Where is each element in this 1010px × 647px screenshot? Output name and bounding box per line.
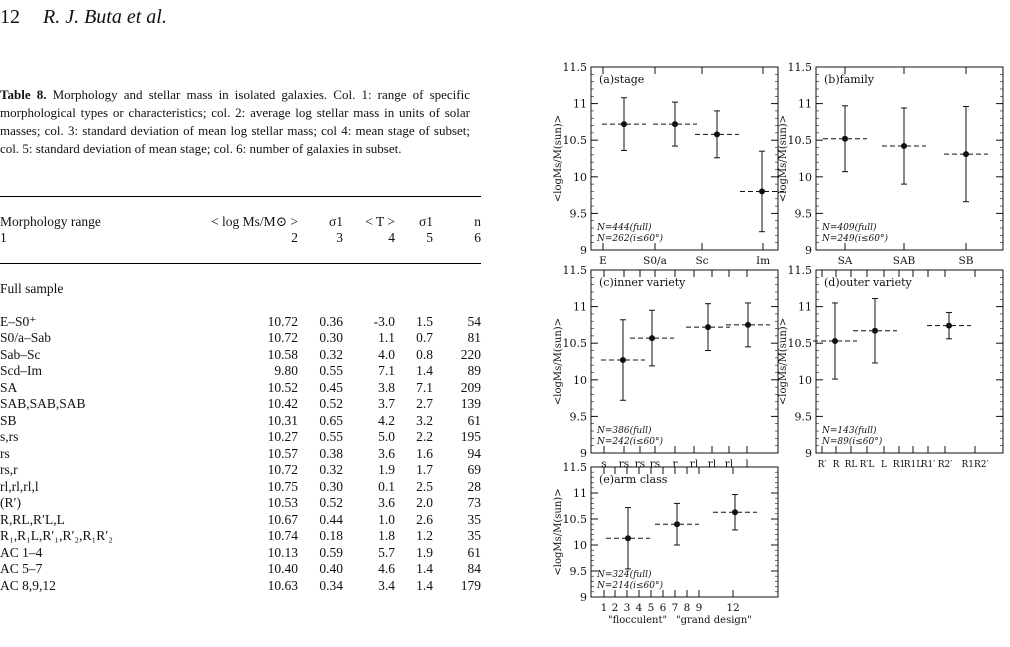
col-header: < T > — [365, 213, 395, 229]
value-cell: 84 — [467, 561, 481, 576]
page-number: 12 — [0, 6, 20, 28]
data-point — [963, 151, 969, 157]
y-tick-label: 9.5 — [794, 410, 812, 424]
value-cell: 81 — [467, 330, 481, 345]
value-cell: -3.0 — [373, 313, 395, 329]
x-tick-label: R1′ — [920, 460, 936, 470]
y-tick-label: 11 — [573, 97, 587, 111]
x-tick-label: rl — [724, 458, 734, 470]
y-tick-label: 10 — [573, 170, 587, 184]
value-cell: 10.42 — [267, 396, 298, 411]
data-point — [901, 143, 907, 149]
data-point — [872, 328, 878, 334]
x-tick-label: l — [745, 458, 749, 470]
value-cell: 89 — [467, 363, 481, 378]
x-tick-label: SA — [837, 255, 853, 267]
y-tick-label: 10.5 — [787, 337, 812, 351]
y-tick-label: 11.5 — [787, 264, 812, 277]
x-caption: "flocculent" — [608, 615, 668, 626]
y-tick-label: 10 — [573, 539, 587, 552]
sample-count-label: N=324(full) — [597, 570, 652, 580]
value-cell: 179 — [460, 577, 481, 593]
value-cell: 10.72 — [267, 313, 298, 329]
value-cell: 0.59 — [319, 544, 343, 560]
x-tick-label: 9 — [695, 602, 703, 614]
value-cell: 3.6 — [378, 445, 395, 461]
value-cell: 10.13 — [267, 544, 298, 560]
value-cell: 10.67 — [267, 511, 298, 527]
panel-title: (d)outer variety — [824, 276, 912, 289]
morphology-cell: AC 1–4 — [0, 544, 43, 560]
value-cell: 69 — [467, 462, 481, 477]
y-tick-label: 9 — [580, 591, 587, 604]
value-cell: 0.36 — [319, 313, 343, 329]
x-tick-label: E — [599, 255, 607, 267]
value-cell: 2.6 — [416, 511, 433, 527]
value-cell: 1.6 — [416, 445, 433, 461]
x-tick-label: R2′ — [937, 460, 953, 470]
x-tick-label: Im — [755, 255, 771, 267]
x-tick-label: 12 — [726, 602, 740, 614]
morphology-cell: SAB,SAB,SAB — [0, 396, 86, 411]
value-cell: 10.31 — [267, 412, 298, 428]
x-tick-label: SB — [958, 255, 974, 267]
figure-panel — [553, 264, 778, 470]
morphology-cell: (R′) — [0, 495, 21, 510]
x-tick-label: S0/a — [643, 255, 667, 267]
data-point — [674, 521, 680, 527]
value-cell: 5.7 — [378, 544, 395, 560]
panel-title: (c)inner variety — [599, 276, 686, 289]
x-tick-label: 4 — [635, 602, 643, 614]
data-point — [732, 509, 738, 515]
panel-title: (e)arm class — [599, 473, 668, 486]
data-point — [832, 338, 838, 344]
data-point — [649, 335, 655, 341]
col-number: 6 — [474, 230, 481, 245]
y-tick-label: 9 — [580, 244, 587, 257]
figure-panel — [553, 461, 778, 626]
sample-count-label: N=444(full) — [597, 223, 652, 233]
y-tick-label: 11.5 — [787, 61, 812, 74]
x-tick-label: 3 — [623, 602, 631, 614]
value-cell: 10.27 — [267, 429, 298, 444]
value-cell: 73 — [467, 495, 481, 510]
value-cell: 10.63 — [267, 577, 298, 593]
value-cell: 94 — [467, 445, 481, 461]
x-tick-label: rs — [618, 458, 630, 470]
col-number: 1 — [0, 230, 7, 245]
value-cell: 3.7 — [378, 396, 395, 411]
y-tick-label: 10.5 — [562, 337, 587, 351]
value-cell: 4.2 — [378, 412, 395, 428]
col-header: σ1 — [418, 213, 433, 229]
y-tick-label: 10 — [798, 373, 812, 387]
value-cell: 7.1 — [378, 363, 395, 378]
value-cell: 10.72 — [267, 462, 298, 477]
value-cell: 9.80 — [274, 363, 298, 378]
value-cell: 0.18 — [319, 528, 343, 543]
morphology-cell: AC 5–7 — [0, 561, 43, 576]
value-cell: 1.8 — [378, 528, 395, 543]
value-cell: 1.9 — [416, 544, 433, 560]
value-cell: 1.4 — [416, 363, 433, 378]
col-number: 4 — [388, 230, 395, 245]
value-cell: 0.30 — [319, 330, 343, 345]
morphology-cell: SA — [0, 379, 18, 395]
value-cell: 7.1 — [416, 379, 433, 395]
value-cell: 2.7 — [416, 396, 433, 411]
col-header: σ1 — [328, 213, 343, 229]
y-tick-label: 11.5 — [562, 61, 587, 74]
caption-label: Table 8. — [0, 87, 47, 102]
x-tick-label: rs — [649, 458, 661, 470]
x-tick-label: rl — [689, 458, 699, 470]
data-point — [620, 357, 626, 363]
value-cell: 0.32 — [319, 346, 343, 362]
x-tick-label: 5 — [647, 602, 655, 614]
y-tick-label: 9 — [580, 447, 587, 460]
x-tick-label: SAB — [892, 255, 916, 267]
value-cell: 2.0 — [416, 495, 433, 510]
sample-count-label: N=262(i≤60°) — [597, 234, 663, 244]
value-cell: 10.53 — [267, 495, 298, 510]
y-tick-label: 11 — [798, 300, 812, 314]
x-tick-label: R′ — [817, 460, 827, 470]
value-cell: 220 — [460, 346, 481, 362]
value-cell: 4.0 — [378, 346, 395, 362]
figure-panel — [778, 61, 1003, 267]
value-cell: 35 — [467, 511, 481, 527]
data-point — [705, 324, 711, 330]
value-cell: 139 — [460, 396, 481, 411]
value-cell: 54 — [467, 313, 481, 329]
x-tick-label: s — [601, 458, 607, 470]
morphology-cell: R₁,R₁L,R′₁,R′₂,R₁R′₂ — [0, 528, 113, 543]
y-tick-label: 11 — [798, 97, 812, 111]
x-tick-label: 6 — [659, 602, 667, 614]
x-caption: "grand design" — [676, 615, 752, 626]
value-cell: 0.1 — [378, 478, 395, 494]
value-cell: 10.74 — [267, 528, 298, 543]
y-axis-label: <logMs/M(sun)> — [553, 317, 564, 406]
value-cell: 3.4 — [378, 577, 395, 593]
caption-text: Morphology and stellar mass in isolated galaxies. Col. 1: range of specific morphological types or characteristics; col. 2: average log stellar mass in units of solar masses; col. 3: standard deviation of mean log stellar mass; col 4: mean stage of subset; col. 5: standard deviation of mean stage; col. 6: number of galaxies in subset. — [0, 87, 471, 156]
y-tick-label: 10 — [573, 373, 587, 387]
value-cell: 1.9 — [378, 462, 395, 477]
value-cell: 0.30 — [319, 478, 343, 494]
value-cell: 0.8 — [416, 346, 433, 362]
value-cell: 2.2 — [416, 429, 433, 444]
value-cell: 0.65 — [319, 412, 343, 428]
sample-count-label: N=242(i≤60°) — [597, 437, 663, 447]
x-tick-label: 8 — [683, 602, 691, 614]
x-tick-label: R1L — [903, 460, 923, 470]
value-cell: 0.40 — [319, 561, 343, 576]
data-point — [946, 323, 952, 329]
figure-panel — [553, 61, 778, 267]
sample-count-label: N=143(full) — [822, 426, 877, 436]
y-tick-label: 9.5 — [794, 207, 812, 221]
value-cell: 1.4 — [416, 561, 433, 576]
data-point — [745, 322, 751, 328]
col-header: < log Ms/M⊙ > — [211, 213, 298, 229]
value-cell: 0.55 — [319, 429, 343, 444]
value-cell: 1.1 — [378, 330, 395, 345]
value-cell: 1.7 — [416, 462, 433, 477]
value-cell: 5.0 — [378, 429, 395, 444]
y-tick-label: 10.5 — [787, 134, 812, 148]
y-tick-label: 10.5 — [562, 134, 587, 148]
y-tick-label: 9 — [805, 244, 812, 257]
value-cell: 0.34 — [319, 577, 343, 593]
value-cell: 3.8 — [378, 379, 395, 395]
data-point — [714, 131, 720, 137]
value-cell: 10.72 — [267, 330, 298, 345]
x-tick-label: 7 — [671, 602, 679, 614]
morphology-cell: rl,rl,rl,l — [0, 478, 39, 494]
sample-count-label: N=386(full) — [597, 426, 652, 436]
value-cell: 195 — [460, 429, 481, 444]
data-point — [625, 535, 631, 541]
morphology-cell: S0/a–Sab — [0, 330, 52, 345]
value-cell: 0.7 — [416, 330, 433, 345]
x-tick-label: R′L — [859, 460, 875, 470]
sample-count-label: N=214(i≤60°) — [597, 581, 663, 591]
sample-count-label: N=89(i≤60°) — [822, 437, 883, 447]
value-cell: 1.2 — [416, 528, 433, 543]
author-line: R. J. Buta et al. — [43, 6, 167, 28]
morphology-cell: rs — [0, 445, 10, 461]
data-point — [842, 136, 848, 142]
morphology-cell: SB — [0, 412, 17, 428]
value-cell: 3.6 — [378, 495, 395, 510]
value-cell: 2.5 — [416, 478, 433, 494]
morphology-cell: AC 8,9,12 — [0, 577, 56, 593]
value-cell: 0.45 — [319, 379, 343, 395]
col-number: 3 — [336, 230, 343, 245]
value-cell: 61 — [467, 412, 481, 428]
value-cell: 1.0 — [378, 511, 395, 527]
value-cell: 10.40 — [267, 561, 298, 576]
data-point — [672, 121, 678, 127]
y-tick-label: 9.5 — [569, 207, 587, 221]
value-cell: 1.5 — [416, 313, 433, 329]
y-tick-label: 11 — [573, 300, 587, 314]
value-cell: 10.75 — [267, 478, 298, 494]
value-cell: 35 — [467, 528, 481, 543]
x-tick-label: rs — [634, 458, 646, 470]
sample-count-label: N=409(full) — [822, 223, 877, 233]
value-cell: 0.38 — [319, 445, 343, 461]
value-cell: 0.32 — [319, 462, 343, 477]
morphology-cell: R,RL,R′L,L — [0, 511, 65, 527]
value-cell: 4.6 — [378, 561, 395, 576]
y-axis-label: <logMs/M(sun)> — [553, 488, 564, 576]
value-cell: 0.52 — [319, 495, 343, 510]
x-tick-label: 1 — [600, 602, 608, 614]
value-cell: 10.58 — [267, 346, 298, 362]
sample-count-label: N=249(i≤60°) — [822, 234, 888, 244]
x-tick-label: 2 — [611, 602, 619, 614]
morphology-cell: E–S0⁺ — [0, 313, 37, 329]
value-cell: 10.57 — [267, 445, 298, 461]
x-tick-label: RL — [844, 460, 858, 470]
value-cell: 0.55 — [319, 363, 343, 378]
morphology-cell: Scd–Im — [0, 363, 42, 378]
y-tick-label: 11.5 — [562, 461, 587, 474]
col-number: 2 — [291, 230, 298, 245]
data-point — [759, 188, 765, 194]
value-cell: 1.4 — [416, 577, 433, 593]
panel-title: (a)stage — [599, 73, 645, 86]
x-tick-label: rl — [707, 458, 717, 470]
y-axis-label: <logMs/M(sun)> — [778, 114, 789, 203]
value-cell: 28 — [467, 478, 481, 494]
x-tick-label: R1 — [892, 460, 906, 470]
x-tick-label: R1R2′ — [961, 460, 989, 470]
data-point — [621, 121, 627, 127]
y-tick-label: 9.5 — [569, 565, 587, 578]
section-label: Full sample — [0, 280, 64, 296]
y-tick-label: 9.5 — [569, 410, 587, 424]
x-tick-label: R — [832, 460, 840, 470]
x-tick-label: L — [881, 460, 887, 470]
col-header: n — [474, 213, 481, 229]
value-cell: 10.52 — [267, 379, 298, 395]
y-tick-label: 11 — [573, 487, 587, 500]
value-cell: 61 — [467, 544, 481, 560]
y-tick-label: 10.5 — [562, 513, 587, 526]
y-axis-label: <logMs/M(sun)> — [553, 114, 564, 203]
morphology-cell: s,rs — [0, 429, 19, 444]
y-tick-label: 10 — [798, 170, 812, 184]
morphology-cell: rs,r — [0, 462, 18, 477]
y-tick-label: 9 — [805, 447, 812, 460]
x-tick-label: Sc — [695, 255, 709, 267]
y-tick-label: 11.5 — [562, 264, 587, 277]
panel-title: (b)family — [824, 73, 874, 86]
y-axis-label: <logMs/M(sun)> — [778, 317, 789, 406]
morphology-cell: Sab–Sc — [0, 346, 41, 362]
col-number: 5 — [426, 230, 433, 245]
value-cell: 209 — [460, 379, 481, 395]
value-cell: 0.44 — [319, 511, 343, 527]
x-tick-label: r — [672, 458, 678, 470]
value-cell: 3.2 — [416, 412, 433, 428]
col-header: Morphology range — [0, 213, 101, 229]
figure-panel — [778, 264, 1003, 470]
value-cell: 0.52 — [319, 396, 343, 411]
